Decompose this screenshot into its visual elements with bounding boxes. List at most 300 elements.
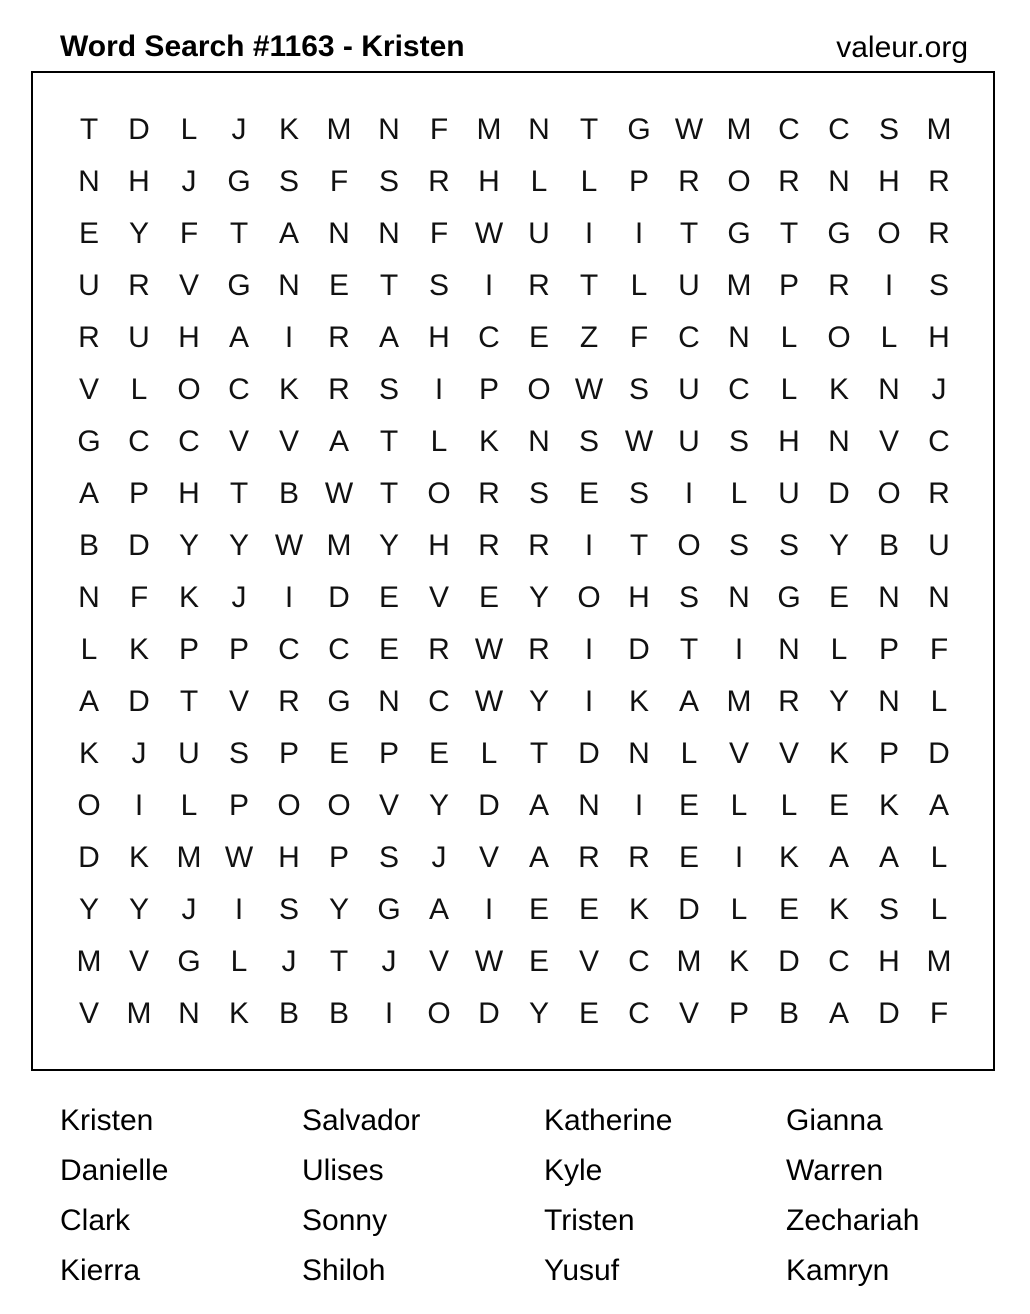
grid-letter: T (379, 477, 399, 510)
word-list (60, 1096, 1028, 1296)
grid-letter: N (628, 737, 650, 770)
grid-letter: R (778, 165, 800, 198)
grid-letter: A (878, 841, 899, 874)
grid-letter: P (228, 633, 249, 666)
grid-letter: I (484, 269, 494, 302)
grid-letter: H (628, 581, 650, 614)
grid-letter: L (730, 893, 748, 926)
grid-letter: I (584, 633, 594, 666)
grid-letter: A (828, 997, 849, 1030)
word-list-item: Kamryn (786, 1254, 890, 1287)
grid-letter: E (578, 477, 599, 510)
grid-letter: W (224, 841, 254, 874)
grid-letter: P (228, 789, 249, 822)
grid-letter: L (930, 841, 948, 874)
grid-letter: L (180, 789, 198, 822)
grid-letter: M (676, 945, 702, 978)
grid-letter: C (128, 425, 150, 458)
grid-letter: H (878, 945, 900, 978)
grid-letter: V (78, 373, 99, 406)
grid-letter: K (828, 893, 849, 926)
grid-letter: M (726, 269, 752, 302)
grid-letter: K (628, 685, 649, 718)
grid-letter: F (929, 997, 949, 1030)
grid-letter: M (926, 945, 952, 978)
word-list-item: Yusuf (544, 1254, 620, 1287)
grid-letter: T (529, 737, 549, 770)
grid-letter: G (227, 165, 251, 198)
grid-letter: J (181, 165, 197, 198)
grid-letter: D (78, 841, 100, 874)
grid-letter: C (328, 633, 350, 666)
grid-letter: R (278, 685, 300, 718)
grid-letter: J (931, 373, 947, 406)
grid-letter: W (474, 217, 504, 250)
grid-letter: Y (178, 529, 199, 562)
grid-letter: O (527, 373, 551, 406)
grid-letter: U (78, 269, 100, 302)
grid-letter: J (281, 945, 297, 978)
grid-letter: Y (528, 997, 549, 1030)
grid-letter: A (328, 425, 349, 458)
grid-letter: J (381, 945, 397, 978)
grid-letter: E (478, 581, 499, 614)
grid-letter: S (578, 425, 599, 458)
grid-letter: I (584, 685, 594, 718)
grid-letter: S (378, 165, 399, 198)
grid-letter: S (928, 269, 949, 302)
grid-letter: E (828, 581, 849, 614)
grid-letter: L (780, 373, 798, 406)
grid-letter: R (528, 529, 550, 562)
grid-letter: V (678, 997, 699, 1030)
grid-letter: P (778, 269, 799, 302)
grid-letter: F (129, 581, 149, 614)
grid-letter: W (274, 529, 304, 562)
grid-letter: I (234, 893, 244, 926)
grid-letter: O (427, 477, 451, 510)
grid-letter: L (780, 789, 798, 822)
grid-letter: R (828, 269, 850, 302)
grid-letter: L (230, 945, 248, 978)
grid-letter: V (428, 945, 449, 978)
grid-letter: T (779, 217, 799, 250)
grid-letter: P (278, 737, 299, 770)
grid-letter: T (629, 529, 649, 562)
grid-letter: F (329, 165, 349, 198)
grid-letter: H (878, 165, 900, 198)
grid-letter: T (379, 425, 399, 458)
grid-letter: R (528, 269, 550, 302)
grid-letter: E (578, 893, 599, 926)
grid-letter: L (730, 789, 748, 822)
grid-letter: I (384, 997, 394, 1030)
grid-letter: O (577, 581, 601, 614)
grid-letter: C (428, 685, 450, 718)
grid-letter: R (428, 633, 450, 666)
grid-letter: P (478, 373, 499, 406)
grid-letter: A (278, 217, 299, 250)
grid-letter: Y (378, 529, 399, 562)
grid-letter: P (878, 737, 899, 770)
grid-letter: V (878, 425, 899, 458)
grid-letter: C (828, 945, 850, 978)
grid-letter: A (928, 789, 949, 822)
grid-letter: S (228, 737, 249, 770)
grid-letter: N (778, 633, 800, 666)
grid-letter: F (429, 113, 449, 146)
grid-letter: V (228, 425, 249, 458)
grid-letter: N (328, 217, 350, 250)
grid-letter: V (178, 269, 199, 302)
grid-letter: T (679, 217, 699, 250)
grid-letter: S (678, 581, 699, 614)
grid-letter: E (528, 321, 549, 354)
grid-letter: D (878, 997, 900, 1030)
grid-letter: L (880, 321, 898, 354)
grid-letter: N (528, 113, 550, 146)
grid-letter: D (128, 113, 150, 146)
grid-letter: H (178, 477, 200, 510)
grid-letter: F (629, 321, 649, 354)
grid-letter: A (528, 841, 549, 874)
grid-letter: M (726, 685, 752, 718)
grid-letter: M (76, 945, 102, 978)
grid-letter: M (176, 841, 202, 874)
grid-letter: C (178, 425, 200, 458)
grid-letter: C (478, 321, 500, 354)
grid-letter: M (476, 113, 502, 146)
grid-letter: C (678, 321, 700, 354)
grid-letter: V (478, 841, 499, 874)
word-list-item: Tristen (544, 1204, 635, 1237)
grid-letter: G (227, 269, 251, 302)
grid-letter: O (327, 789, 351, 822)
grid-letter: S (378, 373, 399, 406)
grid-letter: T (229, 477, 249, 510)
grid-letter: T (579, 113, 599, 146)
grid-letter: N (378, 113, 400, 146)
grid-letter: K (128, 633, 149, 666)
grid-letter: N (728, 581, 750, 614)
grid-letter: N (378, 685, 400, 718)
grid-letter: K (278, 373, 299, 406)
grid-letter: H (428, 529, 450, 562)
grid-letter: L (180, 113, 198, 146)
grid-letter: L (830, 633, 848, 666)
grid-letter: E (528, 893, 549, 926)
grid-letter: U (128, 321, 150, 354)
grid-letter: I (734, 633, 744, 666)
grid-letter: P (328, 841, 349, 874)
grid-letter: G (627, 113, 651, 146)
grid-letter: R (578, 841, 600, 874)
grid-letter: J (431, 841, 447, 874)
grid-letter: L (680, 737, 698, 770)
grid-letter: I (734, 841, 744, 874)
grid-letter: S (878, 113, 899, 146)
grid-letter: K (628, 893, 649, 926)
grid-letter: F (179, 217, 199, 250)
grid-letter: U (678, 425, 700, 458)
site-name: valeur.org (836, 31, 968, 64)
grid-letter: N (578, 789, 600, 822)
word-list-item: Ulises (302, 1154, 384, 1187)
grid-letter: K (278, 113, 299, 146)
grid-letter: C (728, 373, 750, 406)
grid-letter: W (324, 477, 354, 510)
grid-letter: D (678, 893, 700, 926)
grid-letter: S (278, 165, 299, 198)
grid-letter: K (828, 373, 849, 406)
grid-letter: H (178, 321, 200, 354)
grid-letter: S (878, 893, 899, 926)
grid-letter: W (674, 113, 704, 146)
grid-letter: R (628, 841, 650, 874)
grid-letter: E (328, 269, 349, 302)
grid-letter: Y (78, 893, 99, 926)
grid-letter: Y (828, 529, 849, 562)
grid-letter: T (679, 633, 699, 666)
grid-letter: K (878, 789, 899, 822)
grid-letter: R (78, 321, 100, 354)
word-list-item: Salvador (302, 1104, 421, 1137)
grid-letter: D (328, 581, 350, 614)
grid-letter: N (878, 581, 900, 614)
grid-letter: A (428, 893, 449, 926)
grid-letter: T (379, 269, 399, 302)
grid-letter: A (828, 841, 849, 874)
grid-letter: I (634, 789, 644, 822)
grid-letter: I (434, 373, 444, 406)
grid-letter: E (78, 217, 99, 250)
grid-letter: D (478, 997, 500, 1030)
grid-letter: M (126, 997, 152, 1030)
grid-letter: H (928, 321, 950, 354)
grid-letter: R (928, 165, 950, 198)
grid-letter: S (428, 269, 449, 302)
grid-letter: E (578, 997, 599, 1030)
grid-letter: A (528, 789, 549, 822)
grid-letter: D (128, 529, 150, 562)
grid-letter: V (428, 581, 449, 614)
grid-letter: R (328, 373, 350, 406)
grid-letter: A (378, 321, 399, 354)
grid-letter: R (678, 165, 700, 198)
grid-letter: A (78, 685, 99, 718)
grid-letter: D (478, 789, 500, 822)
grid-letter: J (231, 581, 247, 614)
grid-letter: T (179, 685, 199, 718)
grid-letter: O (677, 529, 701, 562)
grid-letter: U (678, 269, 700, 302)
grid-letter: V (78, 997, 99, 1030)
grid-letter: M (326, 529, 352, 562)
grid-letter: V (378, 789, 399, 822)
grid-letter: P (728, 997, 749, 1030)
grid-letter: E (378, 633, 399, 666)
grid-letter: O (277, 789, 301, 822)
grid-letter: U (178, 737, 200, 770)
grid-letter: T (79, 113, 99, 146)
grid-letter: I (634, 217, 644, 250)
grid-letter: R (478, 529, 500, 562)
grid-letter: R (428, 165, 450, 198)
grid-letter: N (828, 425, 850, 458)
grid-letter: L (480, 737, 498, 770)
grid-letter: V (278, 425, 299, 458)
grid-letter: S (628, 373, 649, 406)
grid-letter: V (578, 945, 599, 978)
grid-letter: N (528, 425, 550, 458)
grid-letter: V (228, 685, 249, 718)
grid-letter: D (828, 477, 850, 510)
grid-letter: K (828, 737, 849, 770)
grid-letter: O (77, 789, 101, 822)
grid-letter: T (579, 269, 599, 302)
grid-letter: U (678, 373, 700, 406)
grid-letter: L (130, 373, 148, 406)
grid-letter: E (378, 581, 399, 614)
grid-letter: L (780, 321, 798, 354)
grid-letter: L (930, 893, 948, 926)
grid-letter: K (228, 997, 249, 1030)
grid-letter: J (181, 893, 197, 926)
grid-letter: G (827, 217, 851, 250)
grid-letter: Y (528, 685, 549, 718)
grid-letter: L (630, 269, 648, 302)
grid-letter: G (77, 425, 101, 458)
grid-letter: B (278, 997, 299, 1030)
grid-letter: D (128, 685, 150, 718)
grid-letter: B (78, 529, 99, 562)
grid-letter: J (231, 113, 247, 146)
grid-letter: H (128, 165, 150, 198)
grid-letter: B (278, 477, 299, 510)
grid-letter: R (528, 633, 550, 666)
grid-letter: N (78, 165, 100, 198)
grid-letter: I (684, 477, 694, 510)
grid-letter: R (928, 217, 950, 250)
grid-letter: A (678, 685, 699, 718)
grid-letter: M (926, 113, 952, 146)
grid-letter: O (827, 321, 851, 354)
grid-letter: P (128, 477, 149, 510)
grid-letter: E (528, 945, 549, 978)
grid-letter: S (378, 841, 399, 874)
grid-letter: E (328, 737, 349, 770)
grid-letter: H (478, 165, 500, 198)
grid-letter: Y (228, 529, 249, 562)
grid-letter: I (484, 893, 494, 926)
grid-letter: U (778, 477, 800, 510)
grid-letter: W (474, 633, 504, 666)
grid-letter: G (377, 893, 401, 926)
grid-letter: D (928, 737, 950, 770)
grid-letter: I (284, 321, 294, 354)
word-list-item: Kristen (60, 1104, 154, 1137)
grid-letter: N (378, 217, 400, 250)
grid-letter: Y (528, 581, 549, 614)
grid-letter: Y (828, 685, 849, 718)
grid-letter: N (828, 165, 850, 198)
grid-letter: W (574, 373, 604, 406)
grid-letter: B (778, 997, 799, 1030)
word-list-item: Kierra (60, 1254, 141, 1287)
word-list-item: Zechariah (786, 1204, 920, 1237)
grid-letter: C (928, 425, 950, 458)
grid-letter: A (228, 321, 249, 354)
grid-letter: R (328, 321, 350, 354)
grid-letter: R (128, 269, 150, 302)
grid-letter: H (428, 321, 450, 354)
grid-letter: K (178, 581, 199, 614)
grid-letter: B (878, 529, 899, 562)
grid-letter: B (328, 997, 349, 1030)
grid-letter: P (378, 737, 399, 770)
grid-letter: W (624, 425, 654, 458)
grid-letter: W (474, 945, 504, 978)
grid-letter: W (474, 685, 504, 718)
grid-letter: S (628, 477, 649, 510)
grid-letter: C (228, 373, 250, 406)
grid-letter: C (628, 997, 650, 1030)
grid-letter: R (778, 685, 800, 718)
word-list-item: Kyle (544, 1154, 603, 1187)
grid-letter: L (530, 165, 548, 198)
grid-letter: I (584, 529, 594, 562)
grid-letter: G (327, 685, 351, 718)
grid-letter: G (727, 217, 751, 250)
grid-letter: N (878, 373, 900, 406)
page-title: Word Search #1163 - Kristen (60, 30, 465, 63)
grid-letter: D (578, 737, 600, 770)
grid-letter: S (778, 529, 799, 562)
grid-letter: M (326, 113, 352, 146)
grid-letter: V (778, 737, 799, 770)
grid-letter: E (428, 737, 449, 770)
grid-letter: I (584, 217, 594, 250)
grid-letter: R (928, 477, 950, 510)
grid-letter: S (278, 893, 299, 926)
word-list-item: Gianna (786, 1104, 883, 1137)
grid-letter: O (427, 997, 451, 1030)
grid-letter: D (628, 633, 650, 666)
grid-letter: G (177, 945, 201, 978)
grid-letter: P (878, 633, 899, 666)
grid-letter: C (828, 113, 850, 146)
word-list-item: Sonny (302, 1204, 388, 1237)
grid-letter: P (628, 165, 649, 198)
grid-letter: N (78, 581, 100, 614)
grid-letter: N (928, 581, 950, 614)
grid-letter: O (877, 217, 901, 250)
grid-letter: L (80, 633, 98, 666)
grid-letter: T (229, 217, 249, 250)
grid-letter: F (929, 633, 949, 666)
grid-letter: N (878, 685, 900, 718)
word-list-item: Shiloh (302, 1254, 386, 1287)
word-list-item: Danielle (60, 1154, 169, 1187)
grid-letter: Z (579, 321, 599, 354)
grid-letter: C (628, 945, 650, 978)
grid-letter: S (728, 425, 749, 458)
grid-letter: K (478, 425, 499, 458)
grid-letter: N (278, 269, 300, 302)
grid-letter: H (778, 425, 800, 458)
grid-letter: Y (128, 217, 149, 250)
letter-grid (64, 104, 964, 1040)
